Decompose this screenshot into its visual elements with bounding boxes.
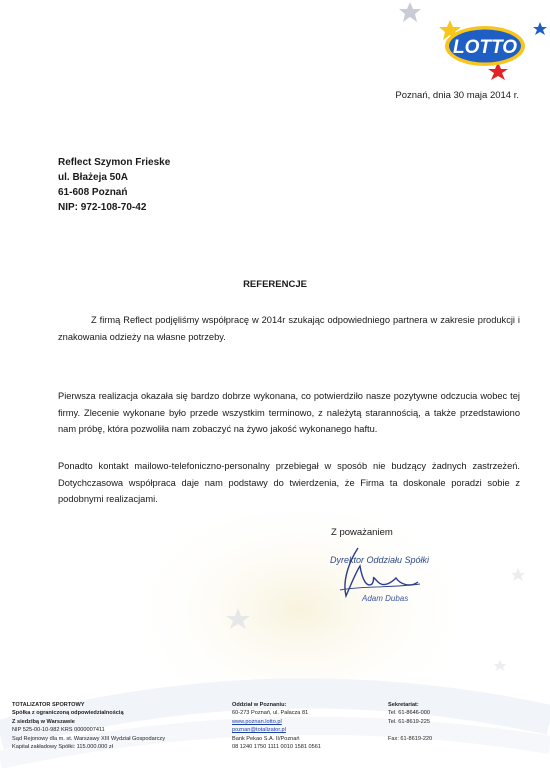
footer-company-form: Spółka z ograniczoną odpowiedzialnością [12, 710, 124, 717]
recipient-city: 61-608 Poznań [58, 187, 128, 198]
recipient-nip: NIP: 972-108-70-42 [58, 202, 147, 213]
footer-phone-2: Tel. 61-8619-225 [388, 718, 430, 725]
footer-nip-krs: NIP 525-00-10-982 KRS 0000007411 [12, 727, 105, 734]
signature-title: Dyrektor Oddziału Spółki [330, 555, 430, 565]
recipient-address [58, 155, 170, 215]
footer-company-info [12, 701, 165, 751]
footer-bank: Bank Pekao S.A. II/Poznań [232, 735, 300, 742]
star-icon [399, 2, 421, 22]
place-and-date: Poznań, dnia 30 maja 2014 r. [395, 90, 519, 101]
signature-stamp [300, 538, 470, 610]
body-paragraph-3: Ponadto kontakt mailowo-telefoniczno-personalny przebiegał w sposób nie budzący żadnych zastrzeżeń. Dotychczasowa współpraca daje nam podstawy do twierdzenia, że Firma ta doskonale poradzi sobie z podobnymi realizacjami. [58, 461, 520, 504]
svg-text:LOTTO: LOTTO [452, 37, 518, 58]
footer-company-seat: Z siedzibą w Warszawie [12, 718, 75, 725]
body-paragraph-1: Z firmą Reflect podjęliśmy współpracę w 2014r szukając odpowiedniego partnera w zakresie produkcji i znakowania odzieży na własne potrzeby. [58, 315, 520, 342]
footer-capital: Kapitał zakładowy Spółki: 115.000.000 zł [12, 744, 113, 751]
star-icon [533, 22, 547, 35]
recipient-company: Reflect Szymon Frieske [58, 157, 171, 168]
footer-spacer [388, 726, 432, 734]
body-paragraph-2: Pierwsza realizacja okazała się bardzo dobrze wykonana, co potwierdziło nasze pozytywne odczucia wobec tej firmy. Zlecenie wykonane było przede wszystkim terminowo, z należytą starannością, a także przedstawiono nam próbę, która pozwoliła nam zobaczyć na żywo jakość wykonanego haftu. [58, 391, 520, 434]
recipient-street: ul. Błażeja 50A [58, 172, 129, 183]
footer-secretariat-title: Sekretariat: [388, 702, 419, 708]
signature-name: Adam Dubas [362, 594, 409, 603]
closing-salutation: Z poważaniem [331, 527, 393, 538]
footer-phone-1: Tel. 61-8646-000 [388, 710, 430, 717]
footer-branch-title: Oddział w Poznaniu: [232, 702, 287, 708]
lotto-logo [392, 0, 550, 82]
footer-branch-info [232, 701, 321, 751]
footer-website-link[interactable]: www.poznan.lotto.pl [232, 718, 282, 725]
footer-court: Sąd Rejonowy dla m. st. Warszawy XIII Wydział Gospodarczy [12, 735, 166, 742]
footer-fax: Fax: 61-8619-220 [388, 735, 433, 742]
footer-secretariat [388, 701, 432, 743]
footer-company-name: TOTALIZATOR SPORTOWY [12, 702, 85, 708]
footer-account-number: 08 1240 1750 1111 0010 1581 0561 [232, 744, 321, 751]
footer-email-link[interactable]: poznan@totalizator.pl [232, 727, 286, 734]
document-title: REFERENCJE [243, 279, 307, 290]
footer-branch-address: 60-273 Poznań, ul. Pałacza 81 [232, 710, 309, 717]
